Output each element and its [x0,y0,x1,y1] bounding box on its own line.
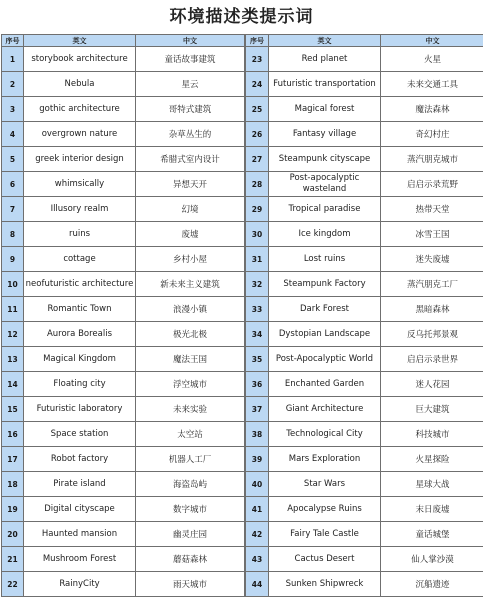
row-number: 28 [246,172,269,197]
table-row [2,322,245,347]
row-number: 29 [246,197,269,222]
table-row [246,322,483,347]
table-row [246,497,483,522]
table-row [246,347,483,372]
chinese-term: 冰雪王国 [381,222,483,247]
table-row [246,147,483,172]
row-number: 43 [246,547,269,572]
table-row [2,222,245,247]
table-row [2,197,245,222]
chinese-term: 反乌托邦景观 [381,322,483,347]
table-row [2,122,245,147]
english-term: Digital cityscape [24,497,136,522]
header-en: 英文 [269,35,381,47]
english-term: Lost ruins [269,247,381,272]
chinese-term: 雨天城市 [136,572,245,597]
row-number: 14 [2,372,24,397]
chinese-term: 仙人掌沙漠 [381,547,483,572]
table-row [246,197,483,222]
english-term: Post-Apocalyptic World [269,347,381,372]
row-number: 20 [2,522,24,547]
english-term: storybook architecture [24,47,136,72]
chinese-term: 星球大战 [381,472,483,497]
table-row [2,422,245,447]
english-term: Tropical paradise [269,197,381,222]
row-number: 27 [246,147,269,172]
english-term: Ice kingdom [269,222,381,247]
english-term: Enchanted Garden [269,372,381,397]
row-number: 31 [246,247,269,272]
table-row [246,422,483,447]
chinese-term: 火星探险 [381,447,483,472]
english-term: Red planet [269,47,381,72]
chinese-term: 杂草丛生的 [136,122,245,147]
chinese-term: 浮空城市 [136,372,245,397]
english-term: neofuturistic architecture [24,272,136,297]
row-number: 22 [2,572,24,597]
left-table [1,34,245,597]
chinese-term: 魔法王国 [136,347,245,372]
english-term: Mushroom Forest [24,547,136,572]
row-number: 18 [2,472,24,497]
english-term: Futuristic laboratory [24,397,136,422]
table-row [2,72,245,97]
english-term: gothic architecture [24,97,136,122]
table-row [2,472,245,497]
row-number: 13 [2,347,24,372]
chinese-term: 极光北极 [136,322,245,347]
row-number: 42 [246,522,269,547]
row-number: 35 [246,347,269,372]
chinese-term: 热带天堂 [381,197,483,222]
row-number: 17 [2,447,24,472]
table-row [246,522,483,547]
chinese-term: 新未来主义建筑 [136,272,245,297]
english-term: whimsically [24,172,136,197]
english-term: cottage [24,247,136,272]
english-term: Dark Forest [269,297,381,322]
english-term: Star Wars [269,472,381,497]
row-number: 4 [2,122,24,147]
header-num: 序号 [2,35,24,47]
english-term: Cactus Desert [269,547,381,572]
chinese-term: 蒸汽朋克工厂 [381,272,483,297]
chinese-term: 机器人工厂 [136,447,245,472]
row-number: 9 [2,247,24,272]
table-row [246,397,483,422]
table-row [2,47,245,72]
row-number: 36 [246,372,269,397]
chinese-term: 未来实验 [136,397,245,422]
english-term: Post-apocalyptic wasteland [269,172,381,197]
chinese-term: 废墟 [136,222,245,247]
row-number: 25 [246,97,269,122]
row-number: 34 [246,322,269,347]
chinese-term: 魔法森林 [381,97,483,122]
chinese-term: 幻境 [136,197,245,222]
english-term: Pirate island [24,472,136,497]
table-row [246,122,483,147]
chinese-term: 未来交通工具 [381,72,483,97]
row-number: 30 [246,222,269,247]
table-row [246,247,483,272]
table-row [246,47,483,72]
row-number: 15 [2,397,24,422]
table-row [246,97,483,122]
chinese-term: 启启示录荒野 [381,172,483,197]
english-term: Sunken Shipwreck [269,572,381,597]
english-term: Fantasy village [269,122,381,147]
chinese-term: 太空站 [136,422,245,447]
chinese-term: 迷人花园 [381,372,483,397]
table-row [246,447,483,472]
row-number: 2 [2,72,24,97]
chinese-term: 童话城堡 [381,522,483,547]
english-term: Magical forest [269,97,381,122]
table-row [2,572,245,597]
table-row [246,572,483,597]
row-number: 26 [246,122,269,147]
english-term: ruins [24,222,136,247]
chinese-term: 蒸汽朋克城市 [381,147,483,172]
table-row [246,272,483,297]
row-number: 7 [2,197,24,222]
row-number: 19 [2,497,24,522]
english-term: Nebula [24,72,136,97]
english-term: Dystopian Landscape [269,322,381,347]
header-en: 英文 [24,35,136,47]
header-num: 序号 [246,35,269,47]
chinese-term: 蘑菇森林 [136,547,245,572]
english-term: Robot factory [24,447,136,472]
tables-container [1,34,482,597]
english-term: Apocalypse Ruins [269,497,381,522]
english-term: greek interior design [24,147,136,172]
chinese-term: 沉船遗迹 [381,572,483,597]
chinese-term: 海盗岛屿 [136,472,245,497]
chinese-term: 迷失废墟 [381,247,483,272]
row-number: 44 [246,572,269,597]
chinese-term: 末日废墟 [381,497,483,522]
table-row [246,222,483,247]
table-row [2,397,245,422]
chinese-term: 希腊式室内设计 [136,147,245,172]
table-row [246,72,483,97]
row-number: 32 [246,272,269,297]
english-term: Technological City [269,422,381,447]
chinese-term: 科技城市 [381,422,483,447]
english-term: Floating city [24,372,136,397]
header-zh: 中文 [136,35,245,47]
row-number: 10 [2,272,24,297]
english-term: Aurora Borealis [24,322,136,347]
chinese-term: 哥特式建筑 [136,97,245,122]
english-term: Fairy Tale Castle [269,522,381,547]
english-term: RainyCity [24,572,136,597]
english-term: Futuristic transportation [269,72,381,97]
table-row [246,372,483,397]
chinese-term: 星云 [136,72,245,97]
table-row [2,522,245,547]
row-number: 24 [246,72,269,97]
english-term: Magical Kingdom [24,347,136,372]
table-row [2,247,245,272]
chinese-term: 异想天开 [136,172,245,197]
row-number: 37 [246,397,269,422]
table-row [2,272,245,297]
table-row [2,347,245,372]
english-term: Giant Architecture [269,397,381,422]
table-row [2,372,245,397]
right-table-body [246,47,483,597]
table-row [2,497,245,522]
english-term: Mars Exploration [269,447,381,472]
english-term: Romantic Town [24,297,136,322]
chinese-term: 火星 [381,47,483,72]
row-number: 23 [246,47,269,72]
table-row [2,297,245,322]
left-table-body [2,47,245,597]
table-row [2,97,245,122]
table-row [2,547,245,572]
row-number: 40 [246,472,269,497]
chinese-term: 启启示录世界 [381,347,483,372]
row-number: 8 [2,222,24,247]
header-zh: 中文 [381,35,483,47]
table-row [246,297,483,322]
table-row [2,147,245,172]
row-number: 6 [2,172,24,197]
chinese-term: 数字城市 [136,497,245,522]
page-title: 环境描述类提示词 [169,7,314,27]
english-term: Steampunk cityscape [269,147,381,172]
chinese-term: 奇幻村庄 [381,122,483,147]
row-number: 33 [246,297,269,322]
row-number: 21 [2,547,24,572]
row-number: 11 [2,297,24,322]
row-number: 39 [246,447,269,472]
row-number: 38 [246,422,269,447]
right-table [245,34,483,597]
table-row [246,547,483,572]
row-number: 3 [2,97,24,122]
table-row [2,172,245,197]
chinese-term: 浪漫小镇 [136,297,245,322]
row-number: 12 [2,322,24,347]
row-number: 5 [2,147,24,172]
chinese-term: 巨大建筑 [381,397,483,422]
chinese-term: 黑暗森林 [381,297,483,322]
chinese-term: 幽灵庄园 [136,522,245,547]
table-row [246,472,483,497]
chinese-term: 乡村小屋 [136,247,245,272]
table-row [246,172,483,197]
row-number: 41 [246,497,269,522]
chinese-term: 童话故事建筑 [136,47,245,72]
row-number: 1 [2,47,24,72]
english-term: Space station [24,422,136,447]
row-number: 16 [2,422,24,447]
english-term: Illusory realm [24,197,136,222]
english-term: Steampunk Factory [269,272,381,297]
table-row [2,447,245,472]
english-term: overgrown nature [24,122,136,147]
english-term: Haunted mansion [24,522,136,547]
